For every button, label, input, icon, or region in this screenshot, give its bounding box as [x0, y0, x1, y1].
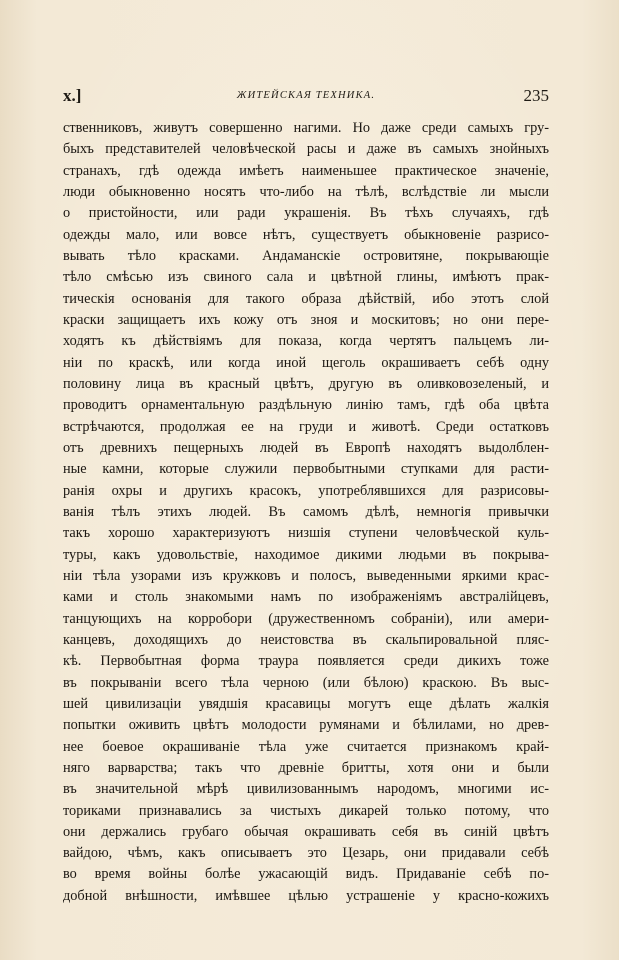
- running-head: [63, 86, 549, 108]
- text-line: добной внѣшности, имѣвшее цѣлью устрашенiе у красно-кожихъ: [63, 887, 549, 904]
- text-line: танцующихъ на корробори (дружественномъ собранiи), или амери-: [63, 610, 549, 627]
- text-line: одежды мало, или вовсе нѣтъ, существуетъ обыкновенiе разрисо-: [63, 226, 549, 243]
- text-line: кѣ. Первобытная форма траура появляется среди дикихъ тоже: [63, 653, 549, 670]
- text-line: странахъ, гдѣ одежда имѣетъ наименьшее практическое значенiе,: [63, 162, 549, 179]
- text-line: нiи по краскѣ, или когда иной щеголь окрашиваетъ себѣ одну: [63, 354, 549, 371]
- text-line: они держались грубаго обычая окрашивать себя въ синiй цвѣтъ: [63, 823, 549, 840]
- text-line: вывать тѣло красками. Андаманскiе островитяне, покрывающiе: [63, 247, 549, 264]
- text-line: ками и столь знакомыми намъ по изображенiямъ австралiйцевъ,: [63, 589, 549, 606]
- text-line: ходятъ къ дѣйствiямъ для показа, когда чертятъ пальцемъ ли-: [63, 333, 549, 350]
- text-line: ториками признавались за чистыхъ дикарей только потому, что: [63, 802, 549, 819]
- text-line: въ значительной мѣрѣ цивилизованнымъ народомъ, многими ис-: [63, 781, 549, 798]
- text-line: попытки оживить цвѣтъ молодости румянами и бѣлилами, но древ-: [63, 717, 549, 734]
- text-line: тическiя основанiя для такого образа дѣйствiй, ибо этотъ слой: [63, 290, 549, 307]
- text-line: люди обыкновенно носятъ что-либо на тѣлѣ, вслѣдствiе ли мысли: [63, 183, 549, 200]
- page-number: 235: [523, 86, 549, 105]
- body-text: [63, 118, 549, 907]
- text-line: нее боевое окрашиванiе тѣла уже считается признакомъ край-: [63, 738, 549, 755]
- text-line: ные камни, которые служили первобытными ступками для расти-: [63, 461, 549, 478]
- text-line: о пристойности, или ради украшенiя. Въ тѣхъ случаяхъ, гдѣ: [63, 205, 549, 222]
- text-line: тѣло смѣсью изъ свиного сала и цвѣтной глины, имѣютъ прак-: [63, 269, 549, 286]
- text-line: ственниковъ, живутъ совершенно нагими. Но даже среди самыхъ гру-: [63, 120, 549, 136]
- text-line: въ покрыванiи всего тѣла черною (или бѣлою) краскою. Въ выс-: [63, 674, 549, 691]
- text-line: ванiя тѣлъ этихъ людей. Въ самомъ дѣлѣ, немногiя привычки: [63, 503, 549, 520]
- text-line: вайдою, чѣмъ, какъ описываетъ это Цезарь, они придавали себѣ: [63, 845, 549, 862]
- text-line: канцевъ, доходящихъ до неистовства въ скальпировальной пляс-: [63, 631, 549, 648]
- chapter-marker: x.]: [63, 86, 82, 105]
- text-line: туры, какъ удовольствiе, находимое дикими людьми въ покрыва-: [63, 546, 549, 563]
- text-line: краски защищаетъ ихъ кожу отъ зноя и москитовъ; но они пере-: [63, 311, 549, 328]
- text-line: шей цивилизацiи увядшiя красавицы могутъ еще дѣлать жалкiя: [63, 695, 549, 712]
- text-line: половину лица въ красный цвѣтъ, другую въ оливковозеленый, и: [63, 375, 549, 392]
- text-line: во время войны болѣе ужасающiй видъ. Придаванiе себѣ по-: [63, 866, 549, 883]
- text-line: встрѣчаются, продолжая ее на груди и животѣ. Среди остатковъ: [63, 418, 549, 435]
- text-line: проводитъ орнаментальную раздѣльную линiю тамъ, гдѣ оба цвѣта: [63, 397, 549, 414]
- text-line: такъ хорошо характеризуютъ низшiя ступени человѣческой куль-: [63, 525, 549, 542]
- text-line: няго варварства; такъ что древнiе бритты, хотя они и были: [63, 759, 549, 776]
- text-line: быхъ представителей человѣческой расы и даже въ самыхъ знойныхъ: [63, 141, 549, 158]
- text-line: нiи тѣла узорами изъ кружковъ и полосъ, выведенными яркими крас-: [63, 567, 549, 584]
- text-line: ранiя охры и другихъ красокъ, употреблявшихся для разрисовы-: [63, 482, 549, 499]
- running-title: ЖИТЕЙСКАЯ ТЕХНИКА.: [236, 90, 376, 101]
- text-line: отъ древнихъ пещерныхъ людей въ Европѣ находятъ выдолблен-: [63, 439, 549, 456]
